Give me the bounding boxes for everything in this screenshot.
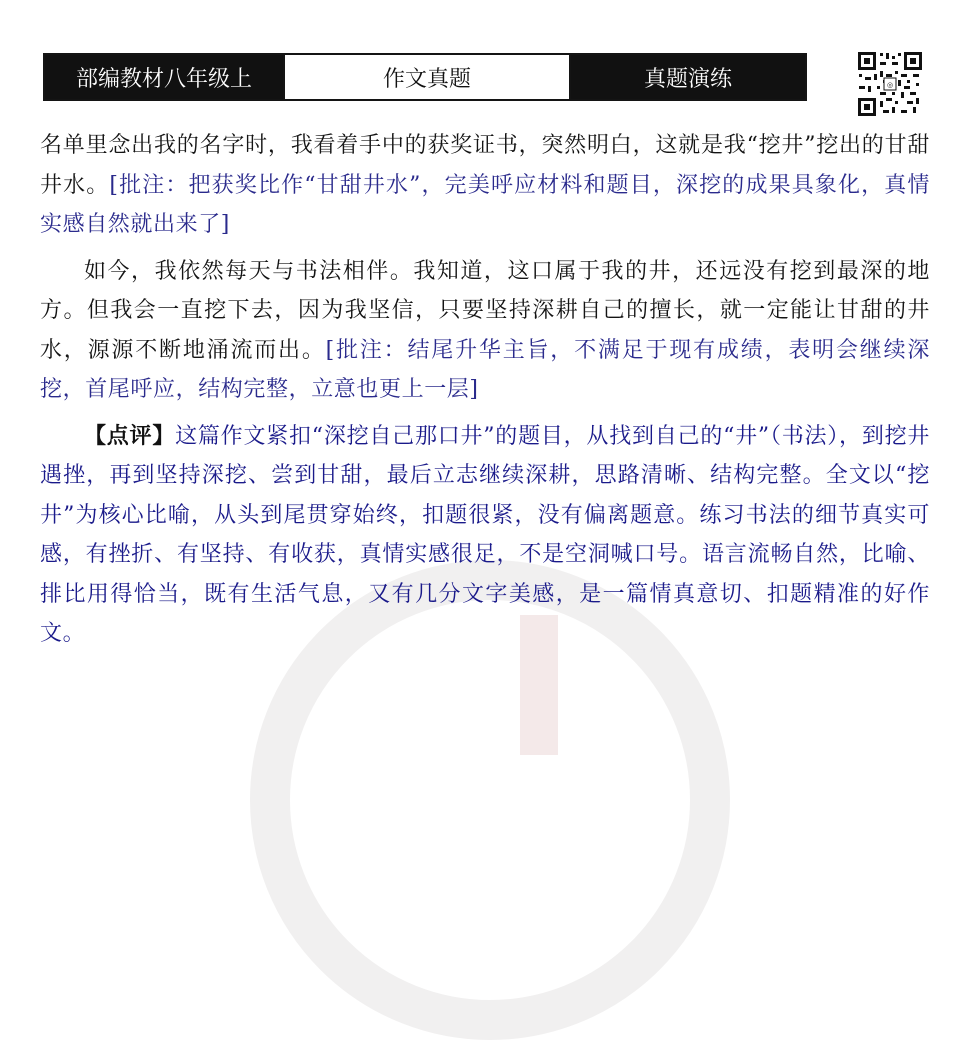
annotation-1: [批注：把获奖比作“甘甜井水”，完美呼应材料和题目，深挖的成果具象化，真情实感自然就出来了] — [40, 172, 930, 237]
paragraph-1 — [40, 126, 930, 245]
svg-text:◎: ◎ — [886, 81, 894, 89]
paragraph-1-text: 名单里念出我的名字时，我看着手中的获奖证书，突然明白，这就是我“挖井”挖出的甘甜井水。 — [40, 133, 930, 198]
review-text: 这篇作文紧扣“深挖自己那口井”的题目，从找到自己的“井”（书法），到挖井遇挫，再到坚持深挖、尝到甘甜，最后立志继续深耕，思路清晰、结构完整。全文以“挖井”为核心比喻，从头到尾贯穿始终，扣题很紧，没有偏离题意。练习书法的细节真实可感，有挫折、有坚持、有收获，真情实感很足，不是空洞喊口号。语言流畅自然，比喻、排比用得恰当，既有生活气息，又有几分文字美感，是一篇情真意切、扣题精准的好作文。 — [40, 423, 930, 646]
essay-content — [40, 126, 930, 654]
annotation-2: [批注：结尾升华主旨，不满足于现有成绩，表明会继续深挖，首尾呼应，结构完整，立意也更上一层] — [40, 337, 930, 402]
review-paragraph — [40, 417, 930, 654]
header-section: 作文真题 — [283, 55, 571, 99]
header-bar — [43, 53, 807, 101]
paragraph-2 — [40, 252, 930, 410]
header-grade: 部编教材八年级上 — [45, 55, 283, 99]
review-label: 【点评】 — [84, 422, 176, 449]
paragraph-2-text: 如今，我依然每天与书法相伴。我知道，这口属于我的井，还远没有挖到最深的地方。但我会一直挖下去，因为我坚信，只要坚持深耕自己的擅长，就一定能让甘甜的井水，源源不断地涌流而出。 — [40, 258, 930, 363]
header-practice: 真题演练 — [571, 55, 805, 99]
qr-code-icon[interactable] — [856, 50, 924, 118]
